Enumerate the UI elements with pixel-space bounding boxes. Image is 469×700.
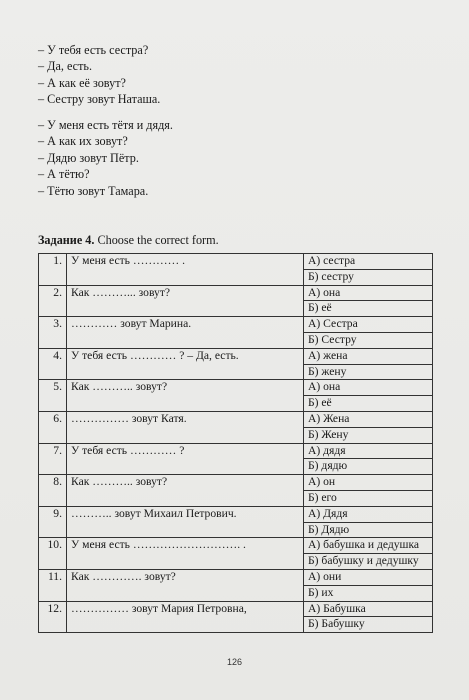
item-question: У меня есть ………………………. . (67, 538, 304, 570)
item-number: 12. (39, 601, 67, 633)
exercise-row (39, 380, 433, 396)
option-b: Б) Жену (304, 427, 433, 443)
option-a: А) Сестра (304, 317, 433, 333)
option-b: Б) дядю (304, 459, 433, 475)
dialog-line: – Тётю зовут Тамара. (38, 183, 149, 198)
option-b: Б) сестру (304, 269, 433, 285)
dialog-line: – А как их зовут? (38, 134, 128, 149)
exercise-row (39, 538, 433, 554)
dialog-aunt-uncle (38, 117, 173, 199)
option-b: Б) её (304, 396, 433, 412)
option-a: А) сестра (304, 254, 433, 270)
dialog-line: – Да, есть. (38, 59, 93, 74)
option-a: А) она (304, 380, 433, 396)
task-instruction: Choose the correct form. (94, 233, 219, 247)
item-number: 10. (39, 538, 67, 570)
option-a: А) дядя (304, 443, 433, 459)
item-question: У тебя есть ………… ? – Да, есть. (67, 348, 304, 380)
option-a: А) он (304, 475, 433, 491)
page-number: 126 (226, 657, 243, 667)
dialog-line: – У меня есть тётя и дядя. (38, 118, 173, 132)
exercise-row (39, 506, 433, 522)
exercise-row (39, 285, 433, 301)
exercise-row (39, 348, 433, 364)
option-b: Б) Сестру (304, 332, 433, 348)
exercise-row (39, 443, 433, 459)
option-b: Б) Бабушку (304, 617, 433, 633)
option-b: Б) Дядю (304, 522, 433, 538)
exercise-row (39, 601, 433, 617)
option-a: А) бабушка и дедушка (304, 538, 433, 554)
exercise-row (39, 411, 433, 427)
dialog-sister (38, 42, 160, 108)
item-number: 6. (39, 411, 67, 443)
option-a: А) жена (304, 348, 433, 364)
item-question: ……….. зовут Михаил Петрович. (67, 506, 304, 538)
item-question: ………… зовут Марина. (67, 317, 304, 349)
item-question: …………… зовут Мария Петровна, (67, 601, 304, 633)
item-question: Как ………... зовут? (67, 285, 304, 317)
item-question: У меня есть ………… . (67, 254, 304, 286)
option-b: Б) бабушку и дедушку (304, 554, 433, 570)
item-question: Как ……….. зовут? (67, 380, 304, 412)
dialog-line: – А тётю? (38, 167, 90, 182)
option-a: А) Дядя (304, 506, 433, 522)
item-question: Как …………. зовут? (67, 569, 304, 601)
item-number: 4. (39, 348, 67, 380)
option-b: Б) их (304, 585, 433, 601)
option-a: А) Бабушка (304, 601, 433, 617)
item-number: 5. (39, 380, 67, 412)
option-a: А) Жена (304, 411, 433, 427)
option-b: Б) его (304, 490, 433, 506)
option-a: А) они (304, 569, 433, 585)
item-number: 8. (39, 475, 67, 507)
item-number: 7. (39, 443, 67, 475)
exercise-row (39, 569, 433, 585)
item-number: 11. (39, 569, 67, 601)
dialog-line: – Дядю зовут Пётр. (38, 150, 139, 165)
item-question: …………… зовут Катя. (67, 411, 304, 443)
dialog-line: – Сестру зовут Наташа. (38, 92, 161, 107)
option-a: А) она (304, 285, 433, 301)
item-number: 1. (39, 254, 67, 286)
exercise-row (39, 475, 433, 491)
item-number: 2. (39, 285, 67, 317)
task-number: Задание 4. (38, 233, 95, 247)
exercise-row (39, 317, 433, 333)
option-b: Б) её (304, 301, 433, 317)
task-title (38, 233, 219, 248)
item-number: 3. (39, 317, 67, 349)
exercise-row (39, 254, 433, 270)
dialog-line: – А как её зовут? (38, 75, 126, 90)
dialog-line: – У тебя есть сестра? (38, 43, 149, 57)
item-question: Как ……….. зовут? (67, 475, 304, 507)
option-b: Б) жену (304, 364, 433, 380)
exercise-table-body (39, 254, 433, 633)
exercise-table (38, 253, 433, 633)
item-number: 9. (39, 506, 67, 538)
item-question: У тебя есть ………… ? (67, 443, 304, 475)
